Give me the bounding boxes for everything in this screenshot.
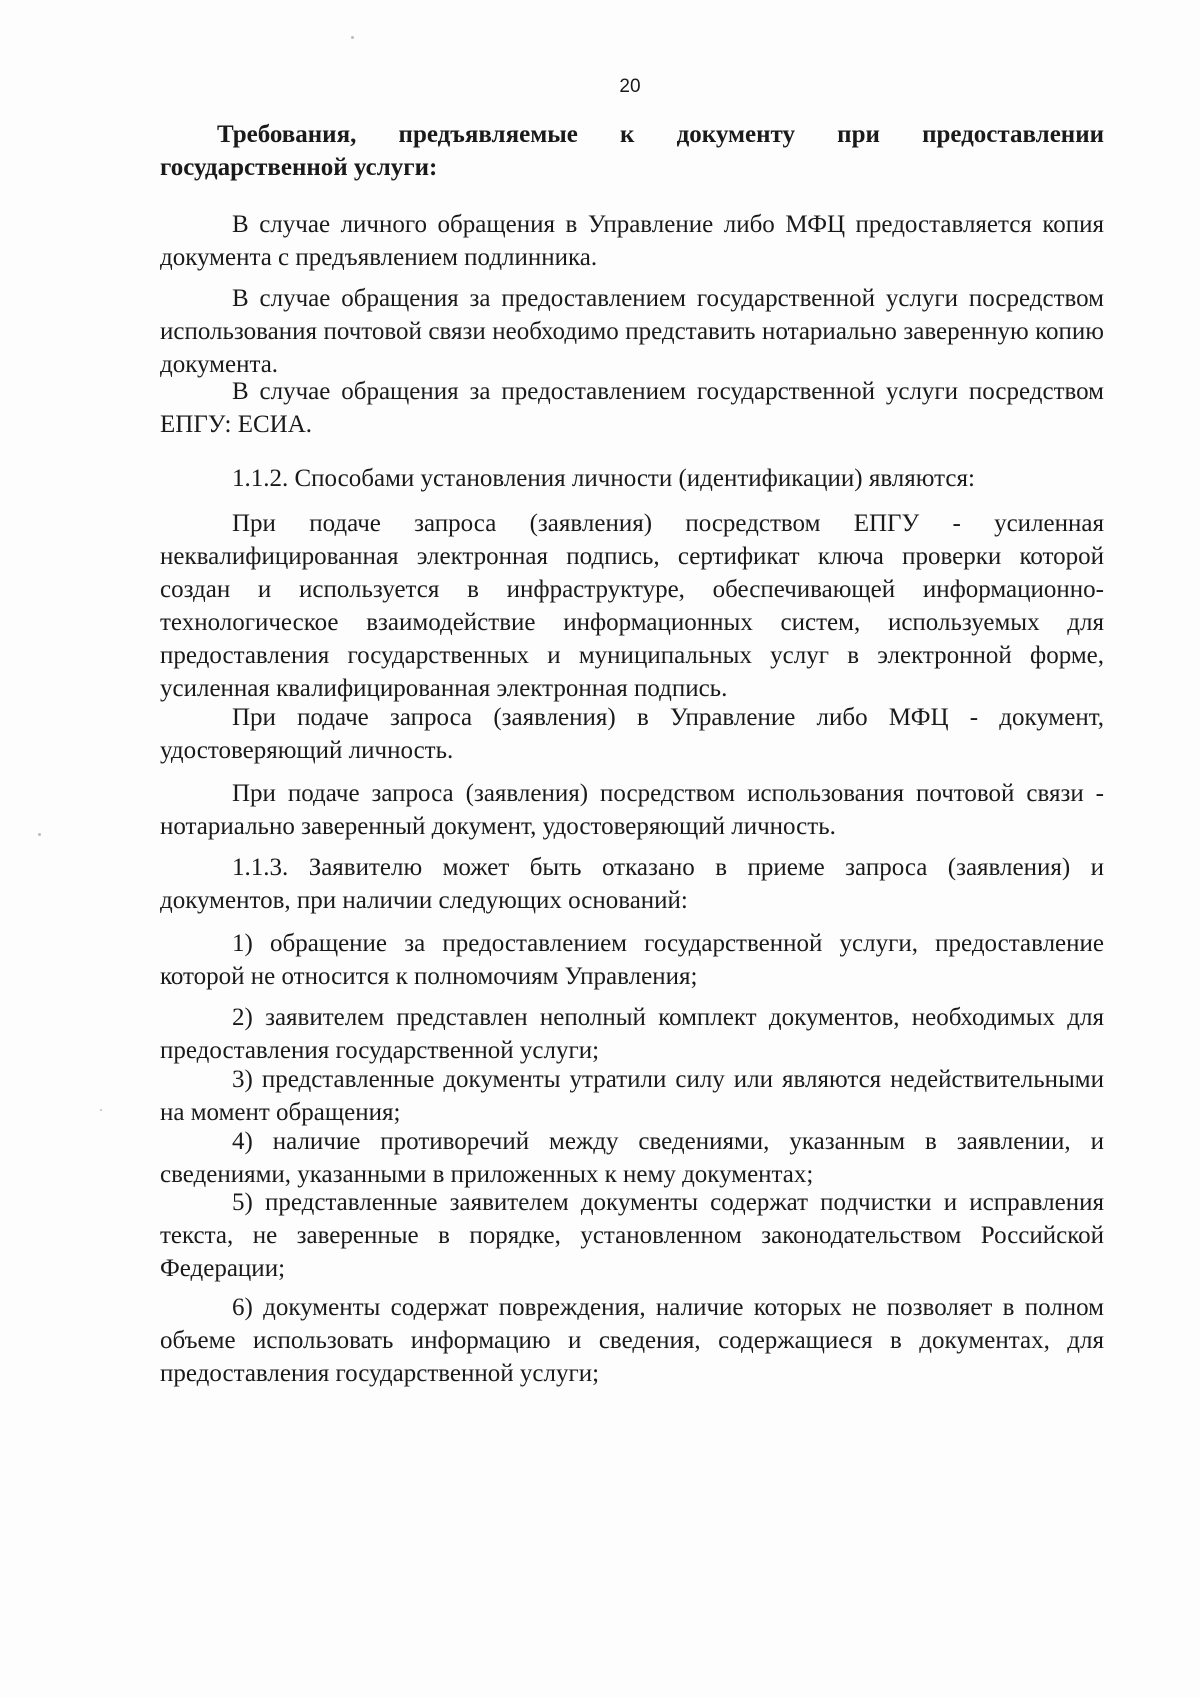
paragraph-mfc-document: При подаче запроса (заявления) в Управление либо МФЦ - документ, удостоверяющий личность. xyxy=(160,704,1104,764)
section-heading: Требования, предъявляемые к документу при предоставлении государственной услуги: xyxy=(160,121,1104,181)
scan-speck xyxy=(351,36,354,39)
list-item-6: 6) документы содержат повреждения, наличие которых не позволяет в полном объеме использовать информацию и сведения, содержащиеся в документах, для предоставления государственной услуги; xyxy=(160,1294,1104,1387)
scan-speck xyxy=(100,1109,102,1111)
paragraph-clause-1-1-2: 1.1.2. Способами установления личности (идентификации) являются: xyxy=(232,465,975,492)
paragraph-personal-visit: В случае личного обращения в Управление либо МФЦ предоставляется копия документа с предъявлением подлинника. xyxy=(160,211,1104,271)
paragraph-epgu-signature: При подаче запроса (заявления) посредством ЕПГУ - усиленная неквалифицированная электронная подпись, сертификат ключа проверки которой создан и используется в инфраструктуре, обеспечивающей информационно-технологическое взаимодействие информационных систем, используемых для предоставления государственных и муниципальных услуг в электронной форме, усиленная квалифицированная электронная подпись. xyxy=(160,510,1104,702)
paragraph-postal-notarized: При подаче запроса (заявления) посредством использования почтовой связи - нотариально заверенный документ, удостоверяющий личность. xyxy=(160,780,1104,840)
page-number: 20 xyxy=(619,76,641,97)
list-item-2: 2) заявителем представлен неполный комплект документов, необходимых для предоставления государственной услуги; xyxy=(160,1004,1104,1064)
paragraph-clause-1-1-3: 1.1.3. Заявителю может быть отказано в приеме запроса (заявления) и документов, при наличии следующих оснований: xyxy=(160,854,1104,914)
list-item-4: 4) наличие противоречий между сведениями, указанным в заявлении, и сведениями, указанными в приложенных к нему документах; xyxy=(160,1128,1104,1188)
list-item-3: 3) представленные документы утратили силу или являются недействительными на момент обращения; xyxy=(160,1066,1104,1126)
list-item-1: 1) обращение за предоставлением государственной услуги, предоставление которой не относится к полномочиям Управления; xyxy=(160,930,1104,990)
paragraph-epgu-esia: В случае обращения за предоставлением государственной услуги посредством ЕПГУ: ЕСИА. xyxy=(160,378,1104,438)
scan-speck xyxy=(38,833,41,836)
list-item-5: 5) представленные заявителем документы содержат подчистки и исправления текста, не заверенные в порядке, установленном законодательством Российской Федерации; xyxy=(160,1189,1104,1282)
paragraph-postal: В случае обращения за предоставлением государственной услуги посредством использования почтовой связи необходимо представить нотариально заверенную копию документа. xyxy=(160,285,1104,378)
